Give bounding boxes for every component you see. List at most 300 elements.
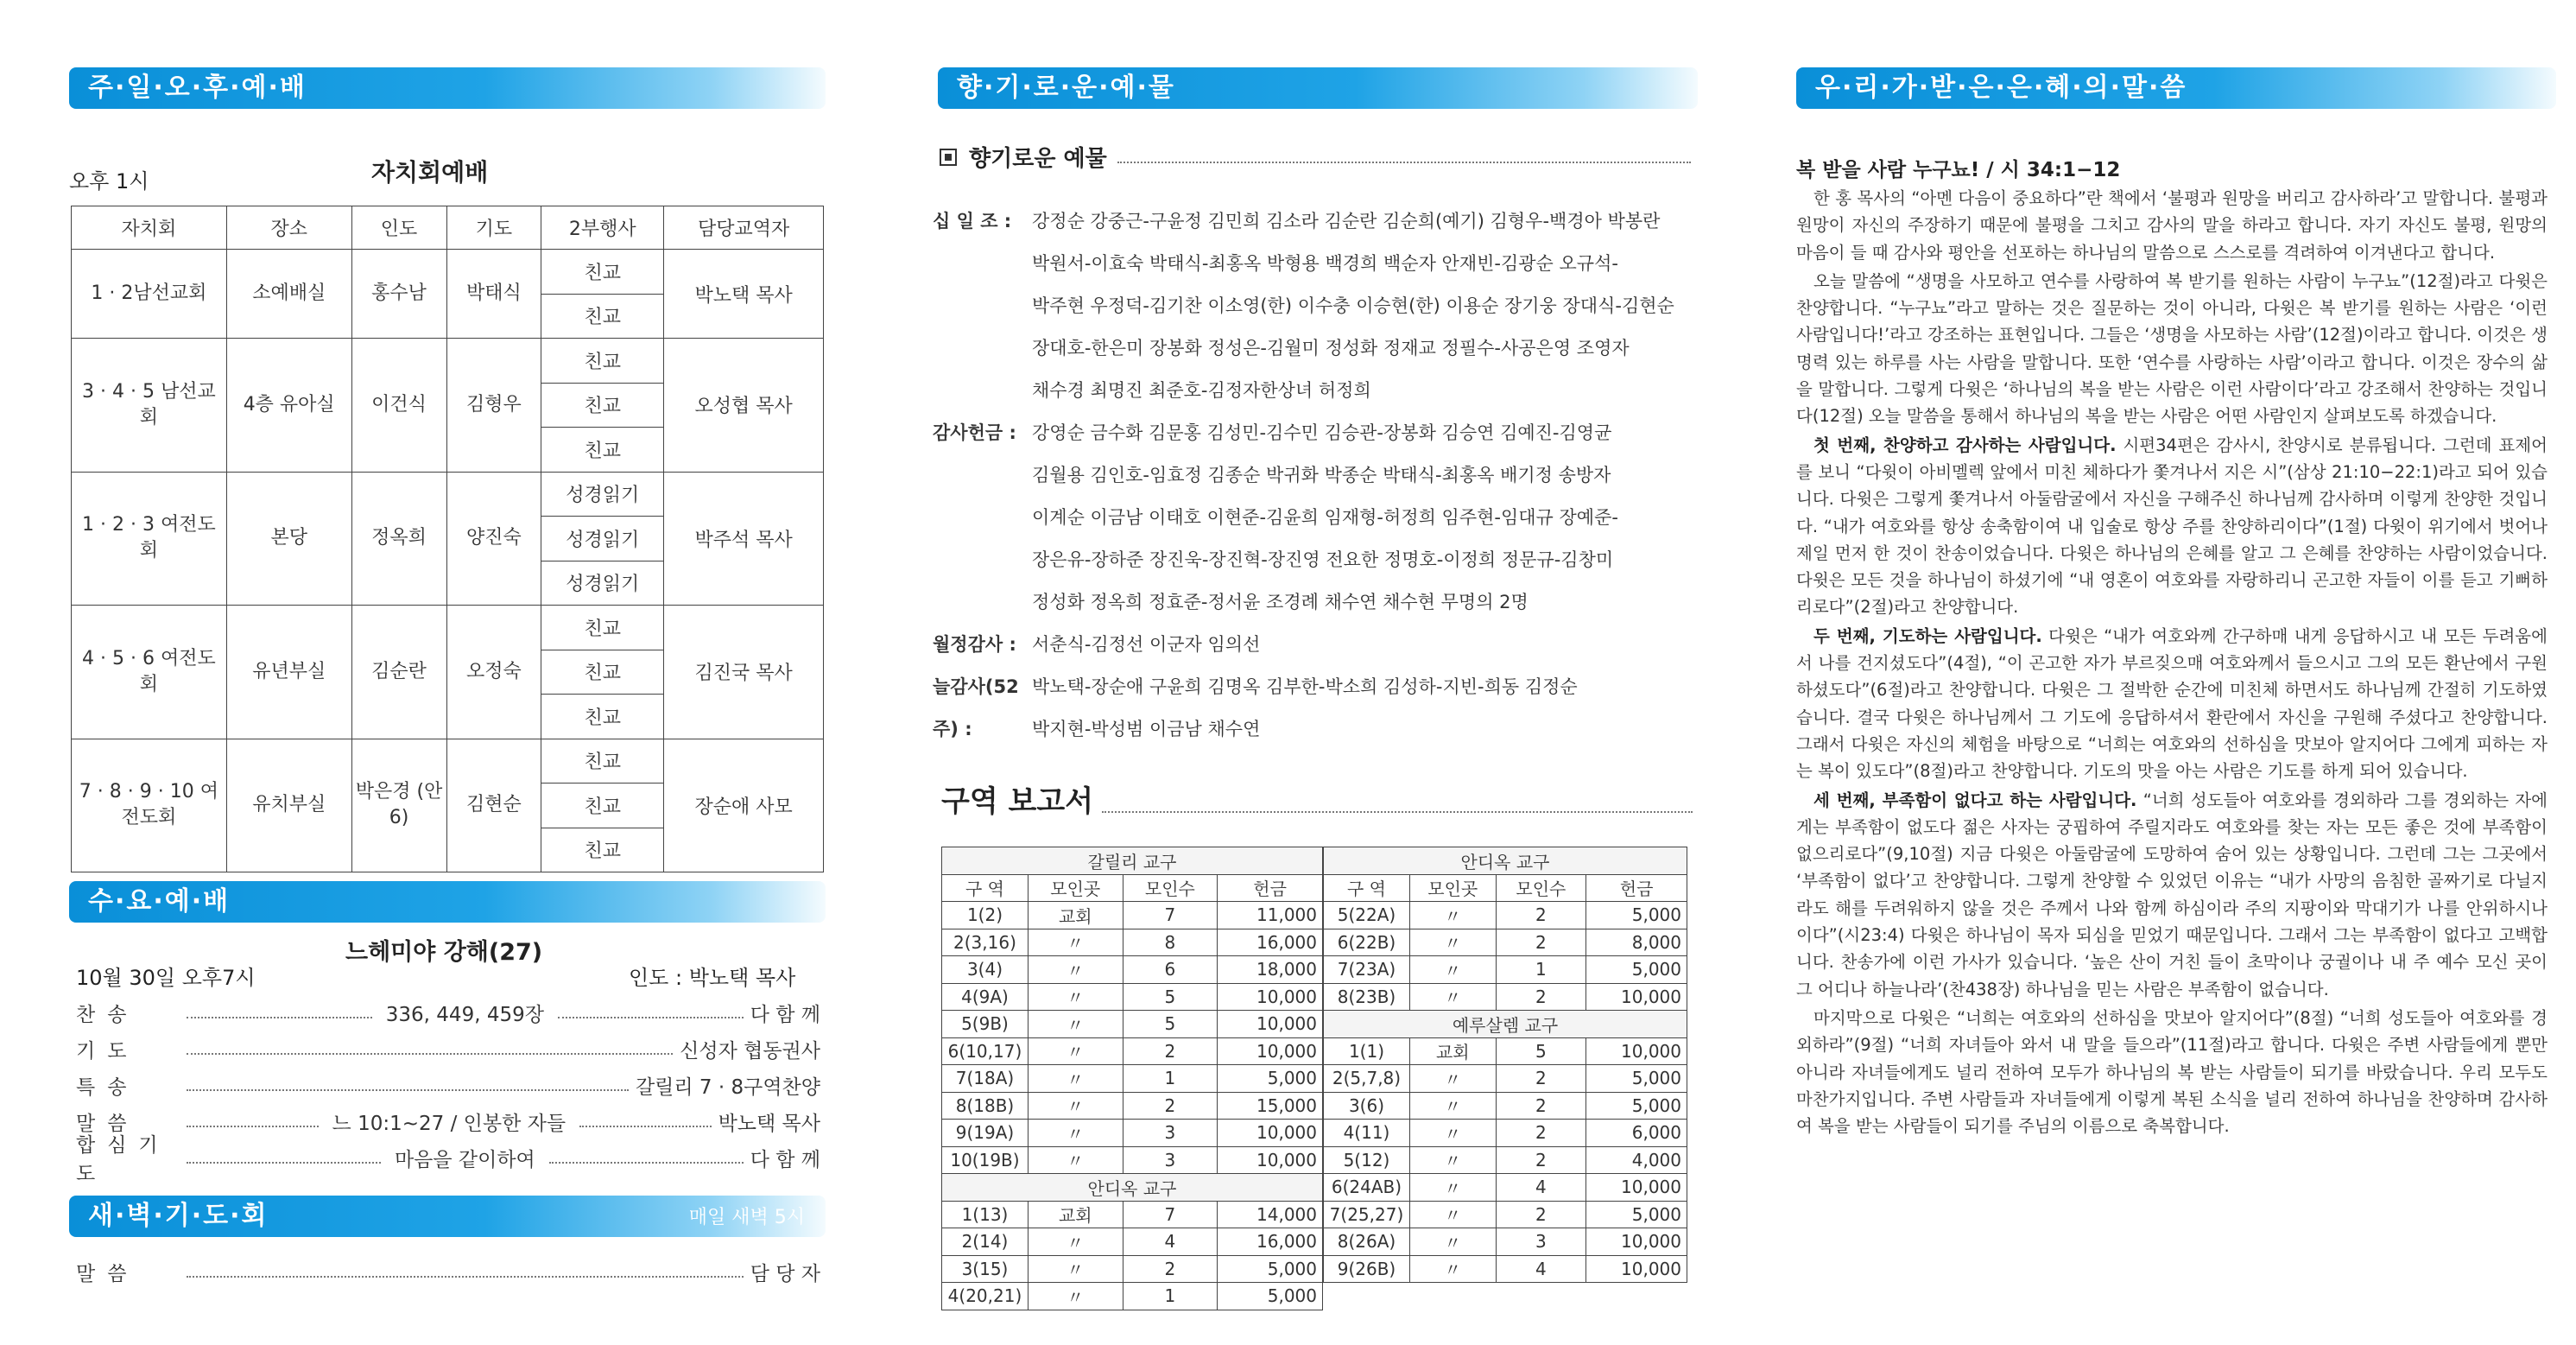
wednesday-leader: 인도 : 박노택 목사	[629, 966, 796, 990]
schedule-event-cell: 친교	[541, 650, 664, 695]
report-cell: 4	[1496, 1174, 1586, 1202]
offering-label: 감사헌금 :	[933, 422, 1016, 443]
report-cell: 3	[1123, 1120, 1218, 1147]
report-cell: 5(9B)	[942, 1011, 1029, 1038]
report-cell: 2	[1496, 1201, 1586, 1228]
schedule-prayer-cell: 오정숙	[446, 606, 541, 739]
sermon-body	[1796, 185, 2548, 1141]
offering-banner-title: 향·기·로·운·예·물	[957, 73, 1175, 103]
report-section-title: 갈릴리 교구	[942, 847, 1323, 875]
order-person: 다 함 께	[750, 1148, 820, 1171]
report-cell: 4	[1496, 1255, 1586, 1283]
order-detail: 336, 449, 459장	[385, 1003, 544, 1026]
report-cell: 10,000	[1586, 1255, 1687, 1283]
report-section-row	[1324, 1011, 1687, 1038]
report-cell: 1(2)	[942, 902, 1029, 929]
offering-name-line: 박원서-이효숙 박태식-최홍옥 박형용 백경희 백순자 안재빈-김광순 오규석-	[1032, 253, 1618, 274]
report-cell: 16,000	[1218, 1228, 1323, 1256]
report-cell: 2(5,7,8)	[1324, 1065, 1410, 1093]
offering-name-line: 장은유-장하준 장진욱-장진혁-장진영 전요한 정명호-이정희 정문규-김창미	[1032, 549, 1614, 570]
service-title: 자치회예배	[371, 158, 489, 187]
report-cell: 5,000	[1586, 1065, 1687, 1093]
report-cell: 4	[1123, 1228, 1218, 1256]
schedule-lead-cell: 김순란	[351, 606, 446, 739]
schedule-name-cell: 1 · 2남선교회	[72, 250, 227, 339]
report-cell: 2	[1496, 902, 1586, 929]
schedule-name-cell: 7 · 8 · 9 · 10 여전도회	[72, 739, 227, 872]
report-row	[1324, 1065, 1687, 1093]
report-header-cell: 구 역	[1324, 874, 1410, 902]
sermon-point-lead: 두 번째, 기도하는 사람입니다.	[1813, 625, 2042, 646]
report-row	[1324, 1120, 1687, 1147]
report-title: 구역 보고서	[941, 784, 1094, 819]
report-header-cell: 모인수	[1496, 874, 1586, 902]
report-row	[1324, 929, 1687, 956]
report-cell: 6	[1123, 956, 1218, 984]
dawn-prayer-banner	[69, 1196, 826, 1237]
order-person: 갈릴리 7 · 8구역찬양	[635, 1075, 820, 1099]
report-row	[942, 929, 1323, 956]
order-person: 박노택 목사	[718, 1112, 820, 1135]
report-row	[942, 983, 1323, 1011]
order-label: 기도	[76, 1039, 139, 1063]
schedule-header-cell: 자치회	[72, 206, 227, 250]
offering-row	[933, 200, 1693, 412]
order-label: 합심기도	[76, 1134, 170, 1185]
schedule-place-cell: 본당	[226, 472, 351, 606]
sermon-banner	[1796, 67, 2556, 109]
report-cell: 〃	[1028, 1011, 1123, 1038]
report-table-right	[1323, 847, 1687, 1283]
report-section-row	[942, 847, 1323, 875]
report-cell: 10,000	[1586, 1174, 1687, 1202]
report-cell: 5(12)	[1324, 1146, 1410, 1174]
heading-dotted-rule	[1117, 151, 1691, 163]
schedule-pastor-cell: 장순애 사모	[664, 739, 824, 872]
report-cell: 10,000	[1218, 983, 1323, 1011]
report-cell: 9(26B)	[1324, 1255, 1410, 1283]
report-cell: 4,000	[1586, 1146, 1687, 1174]
report-cell: 11,000	[1218, 902, 1323, 929]
report-cell: 5	[1496, 1037, 1586, 1065]
schedule-lead-cell: 정옥희	[351, 472, 446, 606]
sermon-paragraph	[1796, 432, 2548, 621]
sermon-paragraph-text: 한 홍 목사의 “아멘 다음이 중요하다”란 책에서 ‘불평과 원망을 버리고 감사하라’고 말합니다. 불평과 원망이 자신의 주장하기 때문에 불평을 그치고 감사의 말을 하라고 합니다. 자기 자신도 불평, 원망의 마음이 들 때 감사와 평안을 선포하는 하나님의 말씀으로 스스로를 격려하여 이겨낸다고 합니다.	[1796, 188, 2548, 263]
report-cell: 〃	[1028, 956, 1123, 984]
dotted-leader	[187, 1043, 673, 1055]
wednesday-order-row	[76, 1134, 820, 1185]
schedule-event-cell: 친교	[541, 383, 664, 428]
schedule-header-cell: 2부행사	[541, 206, 664, 250]
report-row	[942, 902, 1323, 929]
report-cell: 5	[1123, 983, 1218, 1011]
report-header-cell: 헌금	[1218, 874, 1323, 902]
report-cell: 6(24AB)	[1324, 1174, 1410, 1202]
report-row	[1324, 1092, 1687, 1120]
schedule-name-cell: 3 · 4 · 5 남선교회	[72, 339, 227, 473]
report-cell: 1	[1496, 956, 1586, 984]
schedule-pastor-cell: 오성협 목사	[664, 339, 824, 473]
report-cell: 3(4)	[942, 956, 1029, 984]
report-row	[942, 956, 1323, 984]
schedule-event-cell: 친교	[541, 339, 664, 384]
report-cell: 1	[1123, 1065, 1218, 1093]
wednesday-order-row	[76, 995, 820, 1030]
report-cell: 5,000	[1218, 1283, 1323, 1310]
report-cell: 〃	[1028, 1283, 1123, 1310]
report-cell: 2	[1123, 1092, 1218, 1120]
report-section-title: 안디옥 교구	[1324, 847, 1687, 875]
schedule-header-row	[72, 206, 824, 250]
report-header-row	[942, 874, 1323, 902]
sermon-paragraph	[1796, 268, 2548, 430]
report-cell: 3(6)	[1324, 1092, 1410, 1120]
order-person: 다 함 께	[750, 1003, 821, 1026]
schedule-lead-cell: 홍수남	[351, 250, 446, 339]
report-heading	[941, 777, 1693, 820]
order-label: 말씀	[76, 1262, 139, 1285]
report-dotted-rule	[1102, 811, 1693, 813]
wednesday-order-row	[76, 1031, 820, 1066]
order-label: 찬송	[76, 1003, 139, 1026]
report-header-cell: 헌금	[1586, 874, 1687, 902]
report-cell: 5,000	[1586, 902, 1687, 929]
report-cell: 2	[1496, 983, 1586, 1011]
sermon-title: 복 받을 사람 누구뇨! / 시 34:1−12	[1796, 159, 2121, 181]
report-cell: 〃	[1409, 1255, 1496, 1283]
report-cell: 5	[1123, 1011, 1218, 1038]
sermon-point-lead: 세 번째, 부족함이 없다고 하는 사람입니다.	[1813, 790, 2137, 810]
report-cell: 〃	[1028, 1228, 1123, 1256]
report-cell: 1(13)	[942, 1201, 1029, 1228]
dotted-leader	[558, 1006, 744, 1018]
sunday-service-banner	[69, 67, 826, 109]
wednesday-order-row	[76, 1104, 820, 1139]
report-cell: 5,000	[1586, 1201, 1687, 1228]
offering-list	[933, 200, 1693, 751]
report-cell: 2	[1496, 1146, 1586, 1174]
schedule-event-cell: 친교	[541, 784, 664, 828]
schedule-place-cell: 4층 유아실	[226, 339, 351, 473]
dawn-time: 매일 새벽 5시	[688, 1207, 805, 1228]
offering-names	[1032, 666, 1693, 751]
schedule-pastor-cell: 김진국 목사	[664, 606, 824, 739]
schedule-lead-cell: 이건식	[351, 339, 446, 473]
report-header-cell: 구 역	[942, 874, 1029, 902]
offering-name-line: 박지현-박성범 이금남 채수연	[1032, 719, 1261, 739]
group-schedule-table	[71, 206, 824, 872]
sunday-banner-title: 주·일·오·후·예·배	[88, 73, 307, 103]
report-cell: 〃	[1028, 1146, 1123, 1174]
sermon-paragraph-text: 오늘 말씀에 “생명을 사모하고 연수를 사랑하여 복 받기를 원하는 사람이 누구뇨”(12절)라고 다윗은 찬양합니다. “누구뇨”라고 말하는 것은 질문하는 것이 아니라, 다윗은 복 받기를 원하는 사람은 ‘이런 사람입니다!’라고 강조하는 표현입니다. 그들은 ‘생명을 사모하는 사람’(12절)이라고 합니다. 이것은 생명력 있는 하루를 사는 사람을 말합니다. 또한 ‘연수를 사랑하는 사람’이라고 합니다. 이것은 장수의 삶을 말합니다. 그렇게 다윗은 ‘하나님의 복을 받는 사람은 이런 사람이다’라고 강조해서 찬양하는 것입니다(12절) 오늘 말씀을 통해서 하나님의 복을 받는 사람은 어떤 사람인지 살펴보도록 하겠습니다.	[1796, 270, 2548, 427]
schedule-name-cell: 4 · 5 · 6 여전도회	[72, 606, 227, 739]
sermon-paragraph-text: 마지막으로 다윗은 “너희는 여호와의 선하심을 맛보아 알지어다”(8절) “너희 성도들아 여호와를 경외하라”(9절) “너희 자녀들아 와서 내 말을 들으라”(11절)라고 합니다. 다윗은 주변 사람들에게 뿐만 아니라 자녀들에게도 널리 전하여 모두가 하나님의 복 받는 사람들이 되기를 바랐습니다. 우리 모두도 마찬가지입니다. 주변 사람들과 자녀들에게 이렇게 복된 소식을 널리 전하여 하나님을 찬양하며 감사하여 복을 받는 사람들이 되기를 주님의 이름으로 축복합니다.	[1796, 1007, 2548, 1137]
offering-name-line: 강영순 금수화 김문홍 김성민-김수민 김승관-장봉화 김승연 김예진-김영균	[1032, 422, 1612, 443]
report-row	[942, 1283, 1323, 1310]
report-row	[1324, 956, 1687, 984]
schedule-lead-cell: 박은경 (안6)	[351, 739, 446, 872]
schedule-prayer-cell: 김형우	[446, 339, 541, 473]
offering-names	[1032, 200, 1693, 412]
schedule-prayer-cell: 양진숙	[446, 472, 541, 606]
schedule-prayer-cell: 김현순	[446, 739, 541, 872]
report-cell: 5,000	[1586, 956, 1687, 984]
offering-name-line: 서춘식-김정선 이군자 임의선	[1032, 634, 1261, 655]
report-header-cell: 모인수	[1123, 874, 1218, 902]
report-cell: 〃	[1409, 1065, 1496, 1093]
offering-names	[1032, 412, 1693, 624]
report-cell: 3(15)	[942, 1255, 1029, 1283]
sermon-paragraph	[1796, 1005, 2548, 1139]
report-cell: 〃	[1409, 1228, 1496, 1256]
report-row	[942, 1120, 1323, 1147]
schedule-event-cell: 성경읽기	[541, 517, 664, 561]
offering-name-line: 강정순 강중근-구윤정 김민희 김소라 김순란 김순희(예기) 김형우-백경아 박봉란	[1032, 211, 1661, 232]
dotted-leader	[187, 1115, 319, 1127]
schedule-event-cell: 친교	[541, 428, 664, 473]
schedule-row	[72, 339, 824, 384]
offering-row	[933, 624, 1693, 666]
schedule-place-cell: 유년부실	[226, 606, 351, 739]
report-cell: 2	[1496, 1065, 1586, 1093]
schedule-event-cell: 친교	[541, 828, 664, 872]
report-cell: 7	[1123, 1201, 1218, 1228]
report-cell: 8(18B)	[942, 1092, 1029, 1120]
square-bullet-icon	[940, 149, 957, 166]
wednesday-subject: 느헤미야 강해(27)	[345, 939, 543, 966]
right-column	[1779, 0, 2556, 1345]
report-cell: 6(22B)	[1324, 929, 1410, 956]
offering-heading-text: 향기로운 예물	[969, 146, 1107, 172]
report-cell: 18,000	[1218, 956, 1323, 984]
report-row	[1324, 902, 1687, 929]
report-cell: 6(10,17)	[942, 1037, 1029, 1065]
schedule-pastor-cell: 박노택 목사	[664, 250, 824, 339]
report-cell: 〃	[1409, 983, 1496, 1011]
report-cell: 〃	[1409, 929, 1496, 956]
report-row	[942, 1255, 1323, 1283]
report-cell: 교회	[1028, 1201, 1123, 1228]
sermon-paragraph	[1796, 185, 2548, 266]
report-row	[942, 1146, 1323, 1174]
report-cell: 〃	[1028, 929, 1123, 956]
report-cell: 교회	[1409, 1037, 1496, 1065]
offering-name-line: 정성화 정옥희 정효준-정서윤 조경례 채수연 채수현 무명의 2명	[1032, 592, 1529, 612]
report-cell: 2	[1496, 1092, 1586, 1120]
report-cell: 2(3,16)	[942, 929, 1029, 956]
offering-name-line: 채수경 최명진 최준호-김정자한상녀 허정희	[1032, 380, 1371, 401]
report-cell: 10(19B)	[942, 1146, 1029, 1174]
offering-row	[933, 666, 1693, 751]
schedule-header-cell: 담당교역자	[664, 206, 824, 250]
report-cell: 7	[1123, 902, 1218, 929]
report-cell: 4(9A)	[942, 983, 1029, 1011]
report-cell: 1(1)	[1324, 1037, 1410, 1065]
report-cell: 〃	[1028, 1037, 1123, 1065]
report-row	[1324, 1037, 1687, 1065]
report-cell: 〃	[1409, 956, 1496, 984]
report-row	[942, 1037, 1323, 1065]
report-cell: 5,000	[1218, 1255, 1323, 1283]
report-cell: 5,000	[1218, 1065, 1323, 1093]
sermon-banner-title: 우·리·가·받·은·은·혜·의·말·씀	[1815, 73, 2187, 103]
report-cell: 6,000	[1586, 1120, 1687, 1147]
report-cell: 8,000	[1586, 929, 1687, 956]
report-cell: 16,000	[1218, 929, 1323, 956]
dawn-order-row	[76, 1254, 820, 1289]
middle-column	[924, 0, 1701, 1345]
sermon-paragraph-text: 다윗은 “내가 여호와께 간구하매 내게 응답하시고 내 모든 두려움에서 나를 건지셨도다”(4절), “이 곤고한 자가 부르짖으매 여호와께서 들으시고 그의 모든 환난에서 구원하셨도다”(6절)라고 찬양합니다. 다윗은 그 절박한 순간에 미친체 하면서도 하나님께 간절히 기도하였습니다. 결국 다윗은 하나님께서 그 기도에 응답하셔서 환란에서 자신을 구원해 주셨다고 찬양합니다. 그래서 다윗은 자신의 체험을 바탕으로 “너희는 여호와의 선하심을 맛보아 알지어다 그에게 피하는 자는 복이 있도다”(8절)라고 찬양합니다. 기도의 맛을 아는 사람은 기도를 하게 되어 있습니다.	[1796, 625, 2548, 782]
offering-names	[1032, 624, 1693, 666]
sermon-paragraph-text: 시편34편은 감사시, 찬양시로 분류됩니다. 그런데 표제어를 보니 “다윗이 아비멜렉 앞에서 미친 체하다가 쫓겨나서 지은 시”(삼상 21:10−22:1)라고 되어 있습니다. 다윗은 그렇게 쫓겨나서 아둘람굴에서 자신을 구해주신 하나님께 감사하며 이렇게 찬양한 것입니다. “내가 여호와를 항상 송축함이여 내 입술로 항상 주를 찬양하리이다”(1절) 다윗이 위기에서 벗어나 제일 먼저 한 것이 찬송이었습니다. 다윗은 하나님의 은혜를 알고 그 은혜를 찬양하는 사람이었습니다. 다윗은 모든 것을 하나님이 하셨기에 “내 영혼이 여호와를 자랑하리니 곤고한 자들이 이를 듣고 기뻐하리로다”(2절)라고 찬양합니다.	[1796, 435, 2548, 618]
report-cell: 〃	[1409, 902, 1496, 929]
dotted-leader	[187, 1079, 629, 1091]
schedule-row	[72, 739, 824, 784]
schedule-event-cell: 성경읽기	[541, 472, 664, 517]
wednesday-date: 10월 30일 오후7시	[76, 966, 256, 990]
schedule-event-cell: 친교	[541, 250, 664, 295]
order-person: 담 당 자	[750, 1262, 820, 1285]
report-header-cell: 모인곳	[1028, 874, 1123, 902]
left-column	[0, 0, 829, 1345]
offering-label: 월정감사 :	[933, 634, 1016, 655]
report-cell: 9(19A)	[942, 1120, 1029, 1147]
offering-row	[933, 412, 1693, 624]
schedule-place-cell: 유치부실	[226, 739, 351, 872]
schedule-prayer-cell: 박태식	[446, 250, 541, 339]
schedule-event-cell: 친교	[541, 695, 664, 739]
report-header-cell: 모인곳	[1409, 874, 1496, 902]
report-cell: 7(23A)	[1324, 956, 1410, 984]
report-cell: 4(11)	[1324, 1120, 1410, 1147]
report-cell: 2	[1496, 1120, 1586, 1147]
report-cell: 8	[1123, 929, 1218, 956]
report-cell: 10,000	[1586, 983, 1687, 1011]
report-cell: 〃	[1409, 1092, 1496, 1120]
report-header-row	[1324, 874, 1687, 902]
report-cell: 〃	[1028, 1065, 1123, 1093]
offering-banner	[938, 67, 1698, 109]
schedule-pastor-cell: 박주석 목사	[664, 472, 824, 606]
report-row	[942, 1228, 1323, 1256]
offering-name-line: 장대호-한은미 장봉화 정성은-김월미 정성화 정재교 정필수-사공은영 조영자	[1032, 338, 1630, 358]
report-cell: 3	[1496, 1228, 1586, 1256]
report-cell: 7(25,27)	[1324, 1201, 1410, 1228]
report-row	[1324, 983, 1687, 1011]
wednesday-service-banner	[69, 881, 826, 923]
sermon-point-lead: 첫 번째, 찬양하고 감사하는 사람입니다.	[1813, 435, 2117, 455]
dotted-leader	[187, 1266, 744, 1278]
report-cell: 2	[1123, 1255, 1218, 1283]
report-cell: 10,000	[1586, 1037, 1687, 1065]
report-cell: 8(23B)	[1324, 983, 1410, 1011]
sermon-paragraph	[1796, 787, 2548, 1003]
schedule-header-cell: 기도	[446, 206, 541, 250]
offering-name-line: 박노택-장순애 구윤희 김명옥 김부한-박소희 김성하-지빈-희동 김정순	[1032, 676, 1578, 697]
report-cell: 〃	[1409, 1146, 1496, 1174]
service-time: 오후 1시	[69, 169, 149, 194]
offering-heading	[940, 141, 1691, 173]
order-person: 신성자 협동권사	[680, 1039, 820, 1063]
schedule-event-cell: 친교	[541, 606, 664, 650]
schedule-event-cell: 친교	[541, 739, 664, 784]
report-row	[942, 1092, 1323, 1120]
schedule-place-cell: 소예배실	[226, 250, 351, 339]
report-cell: 〃	[1028, 1092, 1123, 1120]
report-section-title: 예루살렘 교구	[1324, 1011, 1687, 1038]
dotted-leader	[549, 1151, 744, 1164]
report-row	[942, 1011, 1323, 1038]
schedule-header-cell: 인도	[351, 206, 446, 250]
report-cell: 〃	[1409, 1174, 1496, 1202]
order-label: 특송	[76, 1075, 139, 1099]
dotted-leader	[579, 1115, 712, 1127]
report-cell: 〃	[1409, 1201, 1496, 1228]
schedule-row	[72, 472, 824, 517]
report-row	[942, 1201, 1323, 1228]
schedule-row	[72, 606, 824, 650]
report-cell: 교회	[1028, 902, 1123, 929]
report-row	[942, 1065, 1323, 1093]
schedule-name-cell: 1 · 2 · 3 여전도회	[72, 472, 227, 606]
dotted-leader	[187, 1151, 381, 1164]
report-cell: 3	[1123, 1146, 1218, 1174]
dotted-leader	[187, 1006, 372, 1018]
report-cell: 10,000	[1586, 1228, 1687, 1256]
report-cell: 2	[1496, 929, 1586, 956]
wednesday-order-row	[76, 1068, 820, 1102]
offering-name-line: 이계순 이금남 이태호 이현준-김윤희 임재형-허정희 임주현-임대규 장예준-	[1032, 507, 1618, 528]
report-cell: 〃	[1028, 983, 1123, 1011]
report-row	[1324, 1228, 1687, 1256]
report-cell: 15,000	[1218, 1092, 1323, 1120]
report-cell: 4(20,21)	[942, 1283, 1029, 1310]
dawn-banner-title: 새·벽·기·도·회	[88, 1201, 269, 1231]
report-cell: 〃	[1028, 1255, 1123, 1283]
report-row	[1324, 1146, 1687, 1174]
order-detail: 마음을 같이하여	[394, 1148, 535, 1171]
offering-label: 늘감사(52주) :	[933, 676, 1019, 739]
report-section-row	[942, 1174, 1323, 1202]
report-cell: 1	[1123, 1283, 1218, 1310]
offering-label: 십 일 조 :	[933, 211, 1012, 232]
order-label: 말씀	[76, 1112, 139, 1135]
report-cell: 10,000	[1218, 1037, 1323, 1065]
report-table-left	[941, 847, 1323, 1310]
report-cell: 14,000	[1218, 1201, 1323, 1228]
order-detail: 느 10:1~27 / 인봉한 자들	[332, 1112, 566, 1135]
offering-name-line: 김월용 김인호-임효정 김종순 박귀화 박종순 박태식-최홍옥 배기정 송방자	[1032, 465, 1611, 485]
report-cell: 8(26A)	[1324, 1228, 1410, 1256]
report-cell: 2	[1123, 1037, 1218, 1065]
report-section-row	[1324, 847, 1687, 875]
sermon-paragraph-text: “너희 성도들아 여호와를 경외하라 그를 경외하는 자에게는 부족함이 없도다 젊은 사자는 궁핍하여 주릴지라도 여호와를 찾는 자는 모든 좋은 것에 부족함이 없으리로다”(9,10절) 지금 다윗은 아둘람굴에 도망하여 숨어 있는 상황입니다. 그런데 그는 그곳에서 ‘부족함이 없다’고 찬양합니다. 그렇게 찬양할 수 있었던 이유는 “내가 사망의 음침한 골짜기로 다닐지라도 해를 두려워하지 않을 것은 주께서 나와 함께 하심이라 주의 지팡이와 막대기가 나를 안위하시나이다”(시23:4) 다윗은 하나님이 목자 되심을 믿었기 때문입니다. 그래서 그는 부족함이 없다고 고백합니다. 찬송가에 이런 가사가 있습니다. ‘높은 산이 거친 들이 초막이나 궁궐이나 내 주 예수 모신 곳이 그 어디나 하늘나라’(찬438장) 하나님을 믿는 사람은 부족함이 없습니다.	[1796, 790, 2548, 999]
report-cell: 10,000	[1218, 1146, 1323, 1174]
report-cell: 5,000	[1586, 1092, 1687, 1120]
report-cell: 2(14)	[942, 1228, 1029, 1256]
report-row	[1324, 1255, 1687, 1283]
wednesday-banner-title: 수·요·예·배	[88, 886, 231, 917]
schedule-header-cell: 장소	[226, 206, 351, 250]
schedule-event-cell: 친교	[541, 294, 664, 339]
report-row	[1324, 1201, 1687, 1228]
report-cell: 10,000	[1218, 1120, 1323, 1147]
report-section-title: 안디옥 교구	[942, 1174, 1323, 1202]
report-cell: 〃	[1028, 1120, 1123, 1147]
schedule-row	[72, 250, 824, 295]
report-cell: 10,000	[1218, 1011, 1323, 1038]
sermon-paragraph	[1796, 623, 2548, 785]
